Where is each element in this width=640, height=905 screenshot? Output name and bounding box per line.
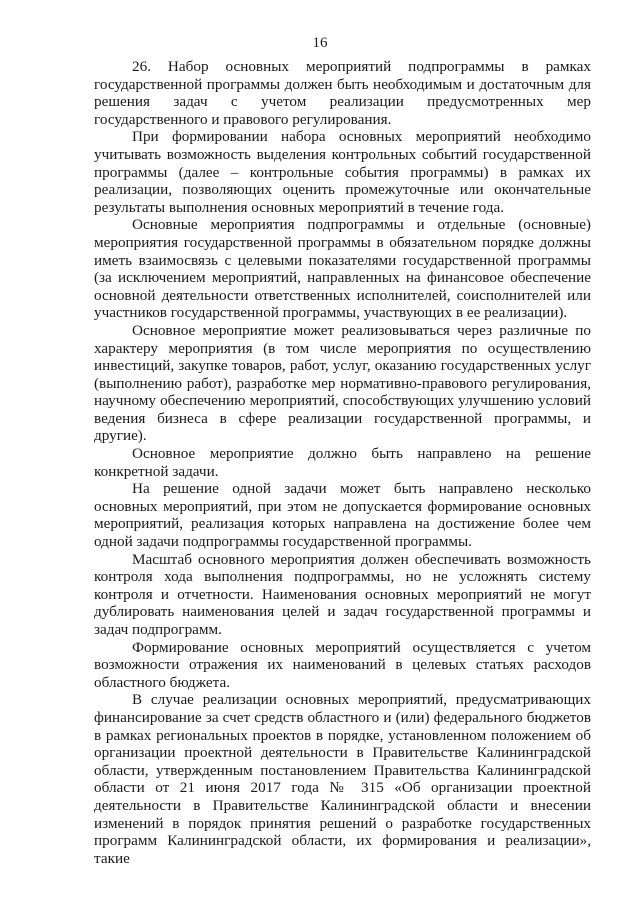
paragraph-specific-task: Основное мероприятие должно быть направлено на решение конкретной задачи. [94, 445, 591, 480]
paragraph-regional-projects: В случае реализации основных мероприятий, предусматривающих финансирование за счет средств областного и (или) федерального бюджетов в рамках региональных проектов в порядке, установленном положением об организации проектной деятельности в Правительстве Калининградской области, утвержденным постановлением Правительства Калининградской области от 21 июня 2017 года № 315 «Об организации проектной деятельности в Правительстве Калининградской области и внесении изменений в порядок принятия решений о разработке государственных программ Калининградской области, их формирования и реализации», такие [94, 691, 591, 867]
paragraph-one-task: На решение одной задачи может быть направлено несколько основных мероприятий, при этом не допускается формирование основных мероприятий, реализация которых направлена на достижение более чем одной задачи подпрограммы государственной программы. [94, 480, 591, 551]
paragraph-26-intro: 26. Набор основных мероприятий подпрограммы в рамках государственной программы должен быть необходимым и достаточным для решения задач с учетом реализации предусмотренных мер государственного и правового регулирования. [94, 58, 591, 128]
paragraph-control-events: При формировании набора основных мероприятий необходимо учитывать возможность выделения контрольных событий государственной программы (далее – контрольные события программы) в рамках их реализации, позволяющих оценить промежуточные или окончательные результаты выполнения основных мероприятий в течение года. [94, 128, 591, 216]
document-body [94, 58, 591, 867]
paragraph-implementation-types: Основное мероприятие может реализовываться через различные по характеру мероприятия (в том числе мероприятия по осуществлению инвестиций, закупке товаров, работ, услуг, оказанию государственных услуг (выполнению работ), разработке мер нормативно-правового регулирования, научному обеспечению мероприятий, способствующих улучшению условий ведения бизнеса в сфере реализации государственной программы, и другие). [94, 321, 591, 445]
paragraph-target-indicators: Основные мероприятия подпрограммы и отдельные (основные) мероприятия государственной программы в обязательном порядке должны иметь взаимосвязь с целевыми показателями государственной программы (за исключением мероприятий, направленных на финансовое обеспечение основной деятельности ответственных исполнителей, соисполнителей или участников государственной программы, участвующих в ее реализации). [94, 216, 591, 322]
page-number: 16 [312, 35, 328, 51]
paragraph-budget-articles: Формирование основных мероприятий осуществляется с учетом возможности отражения их наименований в целевых статьях расходов областного бюджета. [94, 638, 591, 691]
paragraph-scale-control: Масштаб основного мероприятия должен обеспечивать возможность контроля хода выполнения подпрограммы, но не усложнять систему контроля и отчетности. Наименования основных мероприятий не могут дублировать наименования целей и задач государственной программы и задач подпрограмм. [94, 550, 591, 638]
